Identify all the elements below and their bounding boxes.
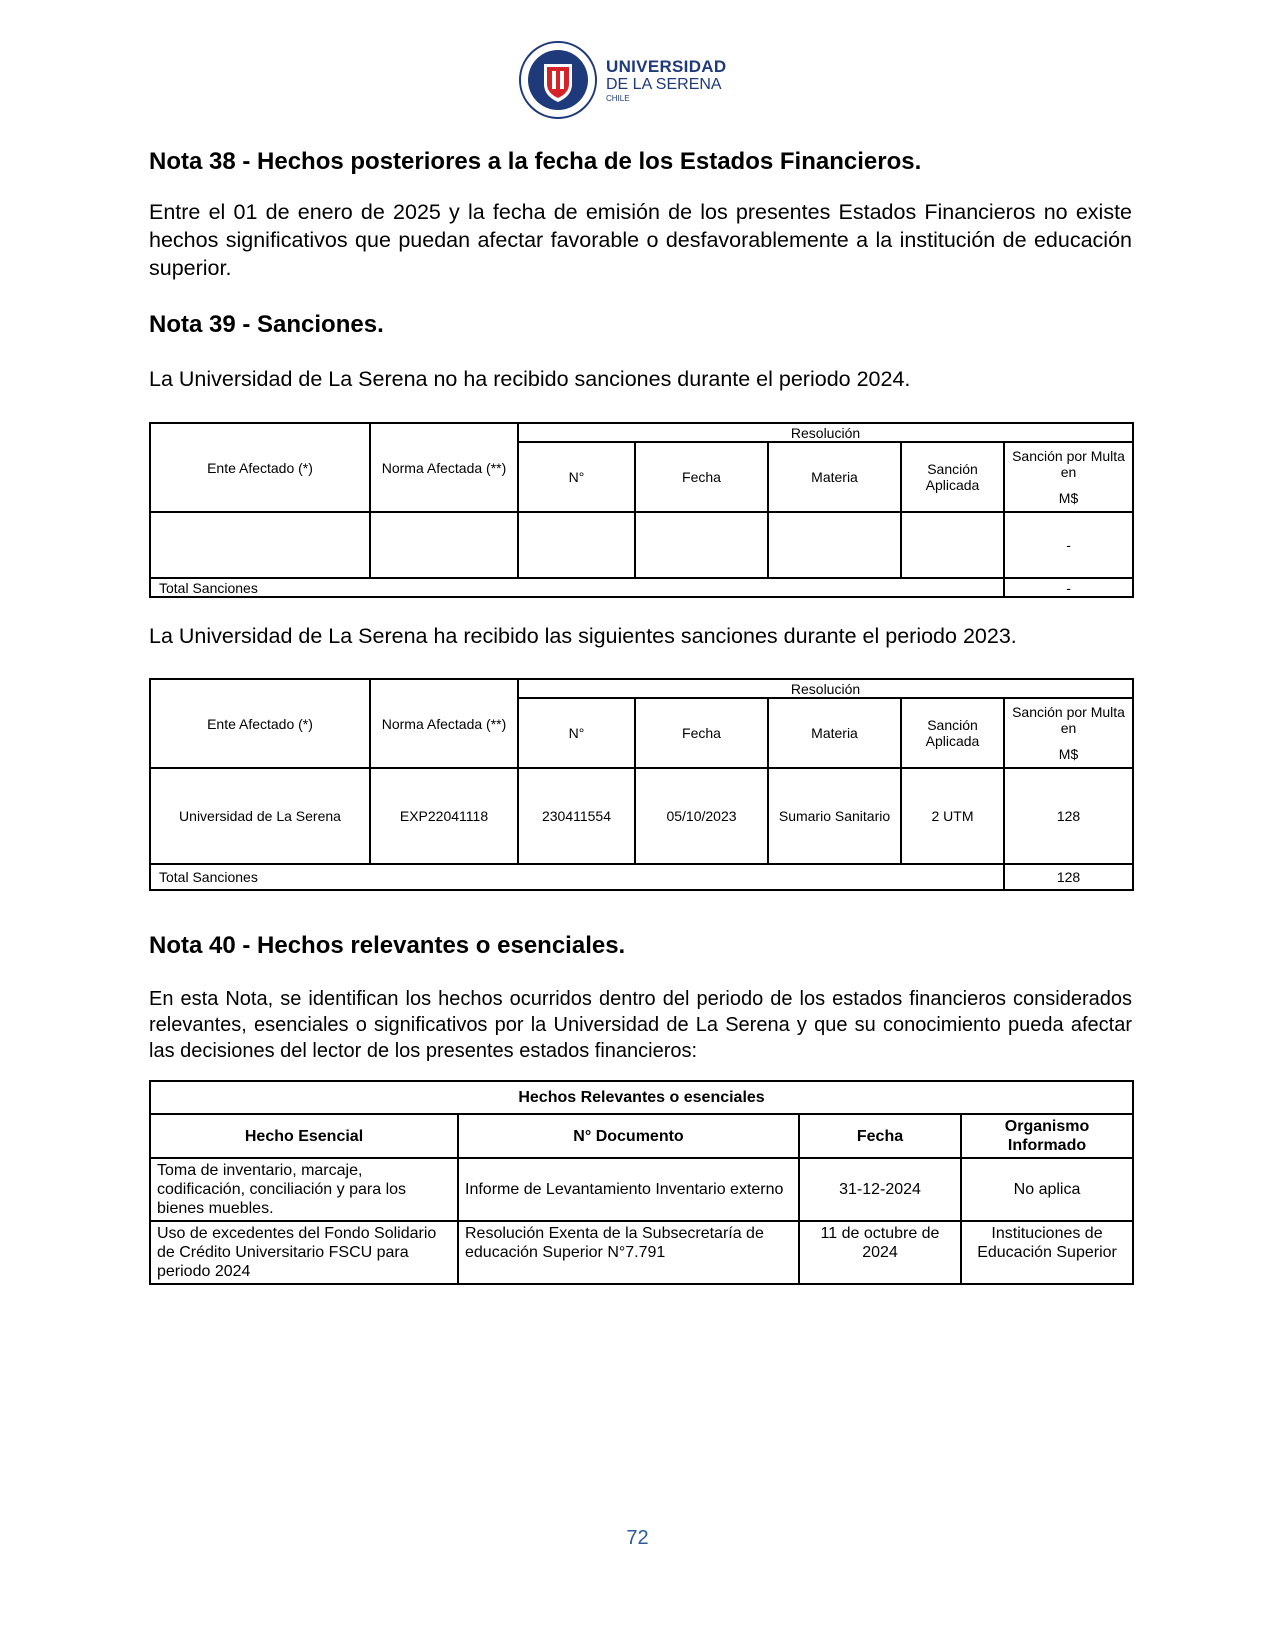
cell-materia: Sumario Sanitario	[768, 768, 901, 864]
header-resolucion: Resolución	[518, 679, 1133, 698]
header-multa-line2: M$	[1058, 490, 1079, 506]
header-fecha: Fecha	[799, 1114, 961, 1158]
cell-multa: 128	[1004, 768, 1133, 864]
cell-hecho: Uso de excedentes del Fondo Solidario de Crédito Universitario FSCU para periodo 2024	[150, 1221, 458, 1284]
cell-hecho: Toma de inventario, marcaje, codificación, conciliación y para los bienes muebles.	[150, 1158, 458, 1221]
header-multa	[1004, 698, 1133, 768]
nota40-paragraph: En esta Nota, se identifican los hechos ocurridos dentro del periodo de los estados financieros considerados relevantes, esenciales o significativos por la Universidad de La Serena y que su conocimiento pueda afectar las decisiones del lector de los presentes estados financieros:	[149, 988, 1132, 1062]
cell-norma	[370, 512, 518, 578]
nota40-title: Nota 40 - Hechos relevantes o esenciales.	[149, 932, 626, 959]
header-documento: N° Documento	[458, 1114, 799, 1158]
cell-organismo: Instituciones de Educación Superior	[961, 1221, 1133, 1284]
header-hecho: Hecho Esencial	[150, 1114, 458, 1158]
page-number: 72	[626, 1527, 649, 1549]
header-multa-line1: Sanción por Multa en	[1012, 704, 1125, 736]
header-sancion-aplicada: Sanción Aplicada	[901, 442, 1004, 512]
header-materia: Materia	[768, 698, 901, 768]
header-fecha: Fecha	[635, 698, 768, 768]
cell-sancion: 2 UTM	[901, 768, 1004, 864]
header-fecha: Fecha	[635, 442, 768, 512]
hechos-relevantes-table	[149, 1080, 1134, 1285]
cell-fecha: 31-12-2024	[799, 1158, 961, 1221]
cell-sancion	[901, 512, 1004, 578]
header-norma: Norma Afectada (**)	[370, 423, 518, 512]
cell-ente	[150, 512, 370, 578]
cell-fecha: 05/10/2023	[635, 768, 768, 864]
nota39-title: Nota 39 - Sanciones.	[149, 311, 384, 338]
cell-fecha	[635, 512, 768, 578]
header-materia: Materia	[768, 442, 901, 512]
header-sancion-aplicada: Sanción Aplicada	[901, 698, 1004, 768]
sanciones-2023-table	[149, 678, 1134, 891]
logo-line-1: UNIVERSIDAD	[606, 57, 727, 76]
nota38-paragraph: Entre el 01 de enero de 2025 y la fecha de emisión de los presentes Estados Financieros no existe hechos significativos que puedan afectar favorable o desfavorablemente a la institución de educación superior.	[149, 200, 1132, 280]
cell-materia	[768, 512, 901, 578]
cell-norma: EXP22041118	[370, 768, 518, 864]
total-value: 128	[1004, 864, 1133, 890]
cell-numero	[518, 512, 635, 578]
total-value: -	[1004, 578, 1133, 597]
header-ente: Ente Afectado (*)	[150, 679, 370, 768]
logo-wordmark	[606, 58, 726, 104]
logo-line-2: DE LA SERENA	[606, 76, 722, 93]
cell-numero: 230411554	[518, 768, 635, 864]
logo-line-3: CHILE	[606, 94, 630, 103]
cell-documento: Informe de Levantamiento Inventario externo	[458, 1158, 799, 1221]
cell-fecha: 11 de octubre de 2024	[799, 1221, 961, 1284]
cell-organismo: No aplica	[961, 1158, 1133, 1221]
header-multa	[1004, 442, 1133, 512]
header-ente: Ente Afectado (*)	[150, 423, 370, 512]
table-row	[150, 1158, 1133, 1221]
cell-multa: -	[1004, 512, 1133, 578]
cell-ente: Universidad de La Serena	[150, 768, 370, 864]
header-numero: N°	[518, 442, 635, 512]
header-organismo: Organismo Informado	[961, 1114, 1133, 1158]
university-seal-icon	[518, 40, 608, 120]
header-numero: N°	[518, 698, 635, 768]
hechos-table-title: Hechos Relevantes o esenciales	[150, 1081, 1133, 1114]
nota39-text-2023: La Universidad de La Serena ha recibido las siguientes sanciones durante el periodo 2023.	[149, 624, 1017, 648]
total-label: Total Sanciones	[150, 578, 1004, 597]
header-multa-line1: Sanción por Multa en	[1012, 448, 1125, 480]
nota38-title: Nota 38 - Hechos posteriores a la fecha de los Estados Financieros.	[149, 148, 922, 175]
cell-documento: Resolución Exenta de la Subsecretaría de educación Superior N°7.791	[458, 1221, 799, 1284]
header-norma: Norma Afectada (**)	[370, 679, 518, 768]
header-multa-line2: M$	[1058, 746, 1079, 762]
header-resolucion: Resolución	[518, 423, 1133, 442]
sanciones-2024-table	[149, 422, 1134, 598]
nota39-text-2024: La Universidad de La Serena no ha recibido sanciones durante el periodo 2024.	[149, 367, 911, 391]
table-row	[150, 1221, 1133, 1284]
total-label: Total Sanciones	[150, 864, 1004, 890]
